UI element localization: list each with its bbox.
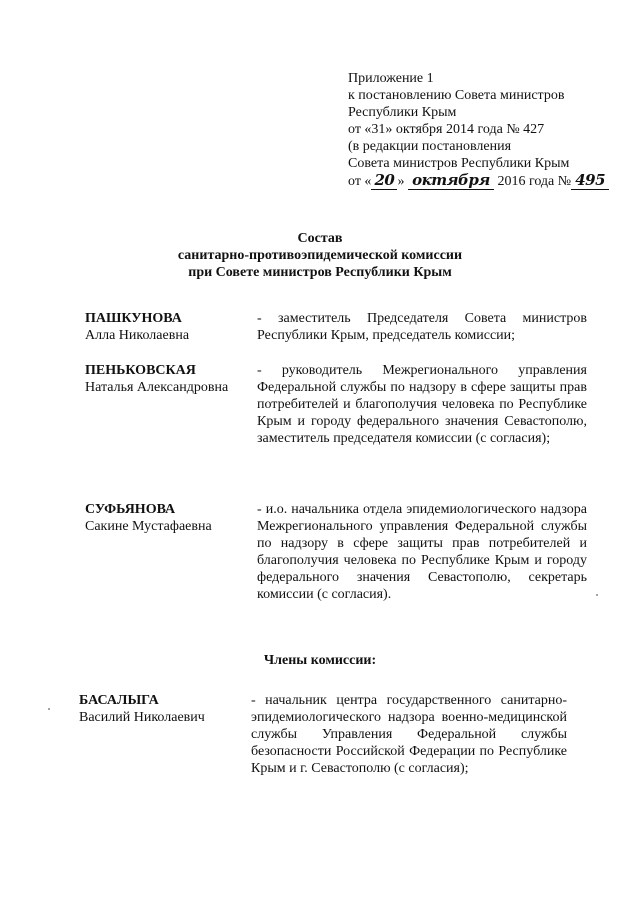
member-given-name: Василий Николаевич [79, 710, 205, 725]
appendix-line-2: к постановлению Совета министров [348, 88, 565, 103]
appendix-header [348, 70, 606, 190]
leader-description: - и.о. начальника отдела эпидемиологического надзора Межрегионального управления Федеральной службы по надзору в сфере защиты прав потребителей и благополучия человека по Республике Крым и городу федерального значения Севастополю, секретарь комиссии (с согласия). [257, 502, 587, 602]
sig-mid: » [397, 174, 405, 189]
member-description: - начальник центра государственного санитарно-эпидемиологического надзора военно-медицинской службы Управления Федеральной службы безопасности Российской Федерации по Республике Крым и г. Севастополю (с согласия); [251, 693, 567, 776]
title-line-2: санитарно-противоэпидемической комиссии [177, 248, 463, 263]
appendix-line-5: (в редакции постановления [348, 139, 512, 154]
title-line-1: Состав [297, 231, 343, 246]
appendix-line-4: от «31» октября 2014 года № 427 [348, 122, 545, 137]
leader-row [85, 362, 587, 447]
leader-row [85, 310, 587, 344]
scan-speck [596, 594, 598, 596]
leader-row [85, 501, 587, 603]
leader-surname: ПЕНЬКОВСКАЯ [85, 363, 196, 378]
leader-description: - заместитель Председателя Совета министров Республики Крым, председатель комиссии; [257, 311, 587, 343]
title-line-3: при Совете министров Республики Крым [188, 265, 452, 280]
leader-name [85, 501, 257, 603]
sig-year-text: 2016 года № [497, 174, 572, 189]
appendix-line-1: Приложение 1 [348, 71, 434, 86]
scan-speck [48, 708, 50, 710]
sig-prefix: от « [348, 174, 372, 189]
member-surname: БАСАЛЫГА [79, 693, 159, 708]
leader-description: - руководитель Межрегионального управления Федеральной службы по надзору в сфере защиты прав потребителей и благополучия человека по Республике Крым и городу федерального значения Севастополю, заместитель председателя комиссии (с согласия); [257, 363, 587, 446]
leader-name [85, 362, 257, 447]
leader-given-name: Алла Николаевна [85, 328, 190, 343]
member-row [79, 692, 567, 777]
appendix-line-3: Республики Крым [348, 105, 457, 120]
sig-number-handwritten: 495 [571, 172, 609, 190]
leader-name [85, 310, 257, 344]
members-heading: Члены комиссии: [263, 653, 377, 668]
leader-given-name: Наталья Александровна [85, 380, 229, 395]
leader-surname: СУФЬЯНОВА [85, 502, 176, 517]
sig-month-handwritten: октября [408, 172, 494, 190]
leader-surname: ПАШКУНОВА [85, 311, 182, 326]
document-title [0, 230, 640, 281]
member-name [79, 692, 251, 777]
appendix-signature-line [348, 171, 606, 190]
appendix-line-6: Совета министров Республики Крым [348, 156, 570, 171]
sig-day-handwritten: 20 [371, 172, 397, 190]
leader-given-name: Сакине Мустафаевна [85, 519, 212, 534]
